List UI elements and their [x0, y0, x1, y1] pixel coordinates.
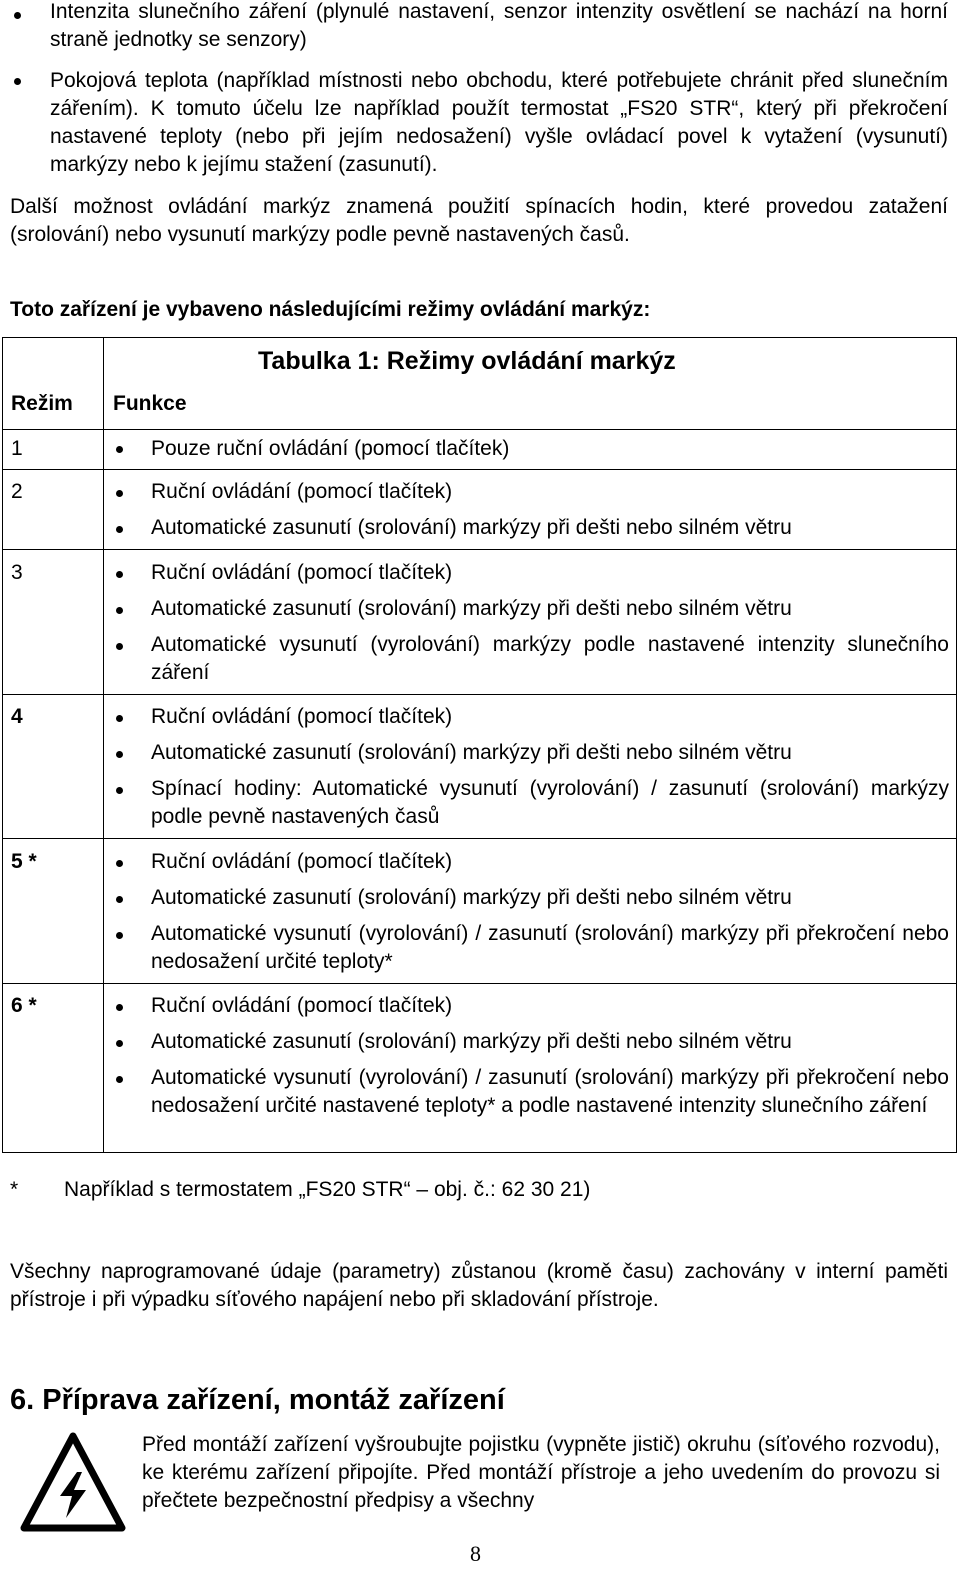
paragraph-memory: Všechny naprogramované údaje (parametry) zůstanou (kromě času) zachovány v interní paměti přístroje i při výpadku síťového napájení nebo při skladování přístroje.: [10, 1260, 948, 1311]
row-divider: [3, 549, 956, 550]
row-mode: 4: [11, 705, 23, 728]
row-mode: 5 *: [11, 850, 37, 873]
bullet-icon: [116, 1040, 123, 1047]
row-mode: 2: [11, 480, 23, 503]
row-function-item: Ruční ovládání (pomocí tlačítek): [151, 705, 453, 728]
bullet-icon: [116, 643, 123, 650]
row-function-item: Ruční ovládání (pomocí tlačítek): [151, 480, 453, 503]
row-mode: 1: [11, 437, 23, 460]
row-function-item: Automatické vysunutí (vyrolování) markýzy podle nastavené intenzity slunečního záření: [151, 633, 949, 684]
header-mode: Režim: [11, 392, 73, 415]
bullet-icon: [14, 12, 21, 19]
column-divider: [103, 338, 104, 1152]
table-intro: Toto zařízení je vybaveno následujícími režimy ovládání markýz:: [10, 298, 651, 321]
row-function-item: Ruční ovládání (pomocí tlačítek): [151, 850, 453, 873]
bullet-icon: [14, 78, 21, 85]
bullet-icon: [116, 490, 123, 497]
paragraph-timer: Další možnost ovládání markýz znamená použití spínacích hodin, které provedou zatažení (srolování) nebo vysunutí markýzy podle pevně nastavených časů.: [10, 195, 948, 246]
bullet-icon: [116, 896, 123, 903]
bullet-icon: [116, 1004, 123, 1011]
row-function-item: Automatické vysunutí (vyrolování) / zasunutí (srolování) markýzy při překročení nebo nedosažení určité nastavené teploty* a podle nastavené intenzity slunečního záření: [151, 1066, 949, 1117]
bullet-icon: [116, 607, 123, 614]
bullet-icon: [116, 787, 123, 794]
section-heading: 6. Příprava zařízení, montáž zařízení: [10, 1384, 505, 1416]
row-function-item: Automatické zasunutí (srolování) markýzy při dešti nebo silném větru: [151, 1030, 792, 1053]
row-function-item: Ruční ovládání (pomocí tlačítek): [151, 561, 453, 584]
bullet-icon: [116, 1076, 123, 1083]
row-divider: [3, 429, 956, 430]
row-divider: [3, 838, 956, 839]
row-function-item: Automatické zasunutí (srolování) markýzy při dešti nebo silném větru: [151, 886, 792, 909]
intro-bullet-1: Intenzita slunečního záření (plynulé nastavení, senzor intenzity osvětlení se nachází na horní straně jednotky se senzory): [50, 0, 948, 51]
modes-table: [2, 337, 957, 1153]
high-voltage-warning-icon: [20, 1430, 126, 1534]
bullet-icon: [116, 571, 123, 578]
row-function-item: Automatické zasunutí (srolování) markýzy při dešti nebo silném větru: [151, 516, 792, 539]
page-number: 8: [470, 1541, 481, 1566]
row-divider: [3, 469, 956, 470]
bullet-icon: [116, 860, 123, 867]
row-divider: [3, 694, 956, 695]
section-text: Před montáží zařízení vyšroubujte pojistku (vypněte jistič) okruhu (síťového rozvodu), ke kterému zařízení připojíte. Před montáží přístroje a jeho uvedením do provozu si přečtete bezpečnostní předpisy a všechny: [142, 1433, 940, 1512]
row-function-item: Ruční ovládání (pomocí tlačítek): [151, 994, 453, 1017]
row-mode: 3: [11, 561, 23, 584]
intro-bullet-2: Pokojová teplota (například místnosti nebo obchodu, které potřebujete chránit před slunečním zářením). K tomuto účelu lze například použít termostat „FS20 STR“, který při překročení nastavené teploty (nebo při jejím nedosažení) vyšle ovládací povel k vytažení (vysunutí) markýzy nebo k jejímu stažení (zasunutí).: [50, 69, 948, 176]
footnote-text: Například s termostatem „FS20 STR“ – obj. č.: 62 30 21): [64, 1178, 591, 1201]
footnote-star: *: [10, 1178, 19, 1201]
row-divider: [3, 983, 956, 984]
row-function-item: Automatické vysunutí (vyrolování) / zasunutí (srolování) markýzy při překročení nebo nedosažení určité teploty*: [151, 922, 949, 973]
bullet-icon: [116, 715, 123, 722]
row-function-item: Spínací hodiny: Automatické vysunutí (vyrolování) / zasunutí (srolování) markýzy podle pevně nastavených časů: [151, 777, 949, 828]
row-function-item: Automatické zasunutí (srolování) markýzy při dešti nebo silném větru: [151, 741, 792, 764]
bullet-icon: [116, 932, 123, 939]
bullet-icon: [116, 526, 123, 533]
table-caption: Tabulka 1: Režimy ovládání markýz: [258, 347, 676, 375]
row-mode: 6 *: [11, 994, 37, 1017]
row-function-item: Pouze ruční ovládání (pomocí tlačítek): [151, 437, 510, 460]
header-function: Funkce: [113, 392, 187, 415]
bullet-icon: [116, 446, 123, 453]
bullet-icon: [116, 751, 123, 758]
row-function-item: Automatické zasunutí (srolování) markýzy při dešti nebo silném větru: [151, 597, 792, 620]
